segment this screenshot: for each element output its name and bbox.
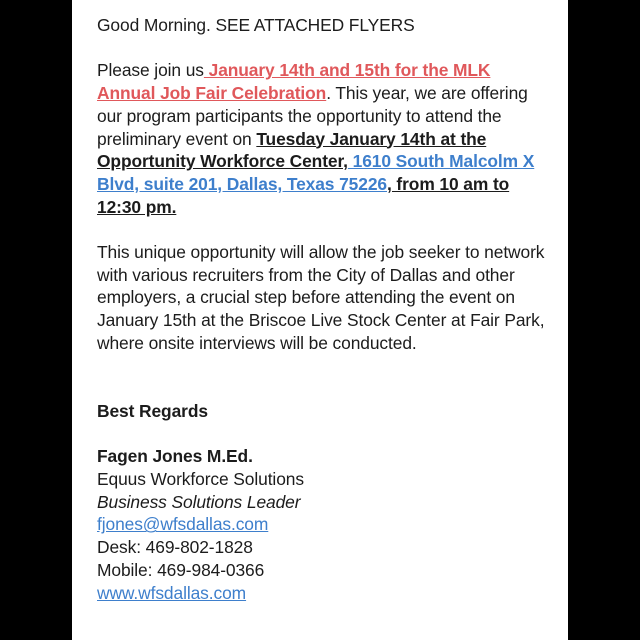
signature-email-link[interactable]: fjones@wfsdallas.com [97, 514, 269, 535]
signature-desk-phone: Desk: 469-802-1828 [97, 537, 253, 558]
signature-name: Fagen Jones M.Ed. [97, 446, 253, 467]
regards-text: Best Regards [97, 400, 208, 421]
invitation-body: . This year, we are offering our program participants the opportunity to attend the preliminary event on [97, 83, 528, 149]
event-link[interactable]: January 14th and 15th for the MLK Annual Job Fair Celebration [97, 60, 491, 104]
invitation-paragraph [97, 59, 547, 218]
signature-website-link[interactable]: www.wfsdallas.com [97, 582, 247, 603]
greeting-text: Good Morning. SEE ATTACHED FLYERS [97, 15, 415, 35]
signature-title: Business Solutions Leader [97, 491, 301, 512]
address-link[interactable]: 1610 South Malcolm X Blvd, suite 201, Dallas, Texas 75226 [97, 151, 535, 194]
event-date-venue: Tuesday January 14th at the Opportunity Workforce Center, [97, 128, 487, 172]
invitation-lead: Please join us [97, 60, 204, 81]
signature-org: Equus Workforce Solutions [97, 469, 304, 489]
event-time: , from 10 am to 12:30 pm. [97, 173, 510, 217]
email-body [97, 14, 547, 604]
email-page [72, 0, 568, 640]
opportunity-paragraph: This unique opportunity will allow the job seeker to network with various recruiters from the City of Dallas and other employers, a crucial step before attending the event on January 15th at the Briscoe Live Stock Center at Fair Park, where onsite interviews will be conducted. [97, 242, 545, 353]
signature-block [97, 445, 547, 604]
signature-mobile-phone: Mobile: 469-984-0366 [97, 559, 265, 580]
